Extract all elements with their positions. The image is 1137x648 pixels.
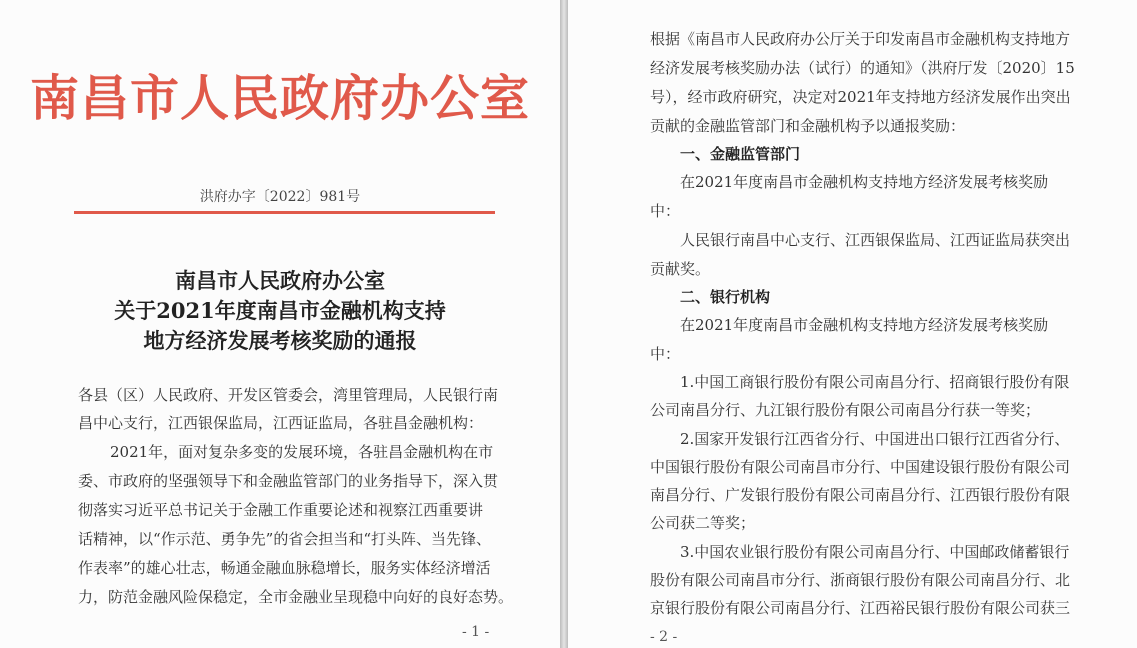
body-line: 2021年，面对复杂多变的发展环境，各驻昌金融机构在市 [110,443,494,461]
section-line: 3.中国农业银行股份有限公司南昌分行、中国邮政储蓄银行 [680,543,1070,561]
left-page [0,0,560,648]
body-line: 作表率”的雄心壮志，畅通金融血脉稳增长，服务实体经济增活 [78,559,491,577]
page-number: - 1 - [462,624,490,640]
page-number: - 2 - [650,629,678,645]
letterhead: 南昌市人民政府办公室 [29,70,530,127]
body-line: 委、市政府的坚强领导下和金融监管部门的业务指导下，深入贯 [78,472,499,490]
body-line: 彻落实习近平总书记关于金融工作重要论述和视察江西重要讲 [78,501,484,519]
section-line: 公司获二等奖； [650,514,756,532]
section-heading: 二、银行机构 [680,288,771,306]
intro-line: 根据《南昌市人民政府办公厅关于印发南昌市金融机构支持地方 [650,30,1071,48]
intro-line: 经济发展考核奖励办法（试行）的通知》（洪府厅发〔2020〕15 [650,59,1075,77]
addressee-line: 各县（区）人民政府、开发区管委会，湾里管理局，人民银行南 [78,386,499,404]
document-number: 洪府办字〔2022〕981号 [199,189,361,205]
section-line: 在2021年度南昌市金融机构支持地方经济发展考核奖励 [680,316,1049,334]
section-line: 在2021年度南昌市金融机构支持地方经济发展考核奖励 [680,173,1049,191]
body-line: 力，防范金融风险保稳定，全市金融业呈现稳中向好的良好态势。 [78,588,514,606]
page-gutter [560,0,568,648]
red-divider [74,211,495,214]
body-line: 话精神，以“作示范、勇争先”的省会担当和“打头阵、当先锋、 [78,530,492,548]
title-line: 地方经济发展考核奖励的通报 [143,328,417,353]
section-heading: 一、金融监管部门 [680,145,801,163]
section-line: 1.中国工商银行股份有限公司南昌分行、招商银行股份有限 [680,373,1070,391]
section-line: 南昌分行、广发银行股份有限公司南昌分行、江西银行股份有限 [650,486,1071,504]
section-line: 公司南昌分行、九江银行股份有限公司南昌分行获一等奖； [650,401,1041,419]
section-line: 人民银行南昌中心支行、江西银保监局、江西证监局获突出 [680,231,1071,249]
addressee-line: 昌中心支行，江西银保监局，江西证监局，各驻昌金融机构： [78,414,484,432]
section-line: 中： [650,345,681,363]
intro-line: 贡献的金融监管部门和金融机构予以通报奖励： [650,117,966,135]
section-line: 贡献奖。 [650,260,711,278]
title-line: 南昌市人民政府办公室 [175,268,385,293]
intro-line: 号），经市政府研究，决定对2021年支持地方经济发展作出突出 [650,88,1071,106]
section-line: 股份有限公司南昌市分行、浙商银行股份有限公司南昌分行、北 [650,571,1071,589]
section-line: 中国银行股份有限公司南昌市分行、中国建设银行股份有限公司 [650,458,1071,476]
section-line: 京银行股份有限公司南昌分行、江西裕民银行股份有限公司获三 [650,599,1071,617]
right-page [568,0,1137,648]
section-line: 2.国家开发银行江西省分行、中国进出口银行江西省分行、 [680,430,1070,448]
title-line: 关于2021年度南昌市金融机构支持 [114,298,446,323]
section-line: 中： [650,202,681,220]
